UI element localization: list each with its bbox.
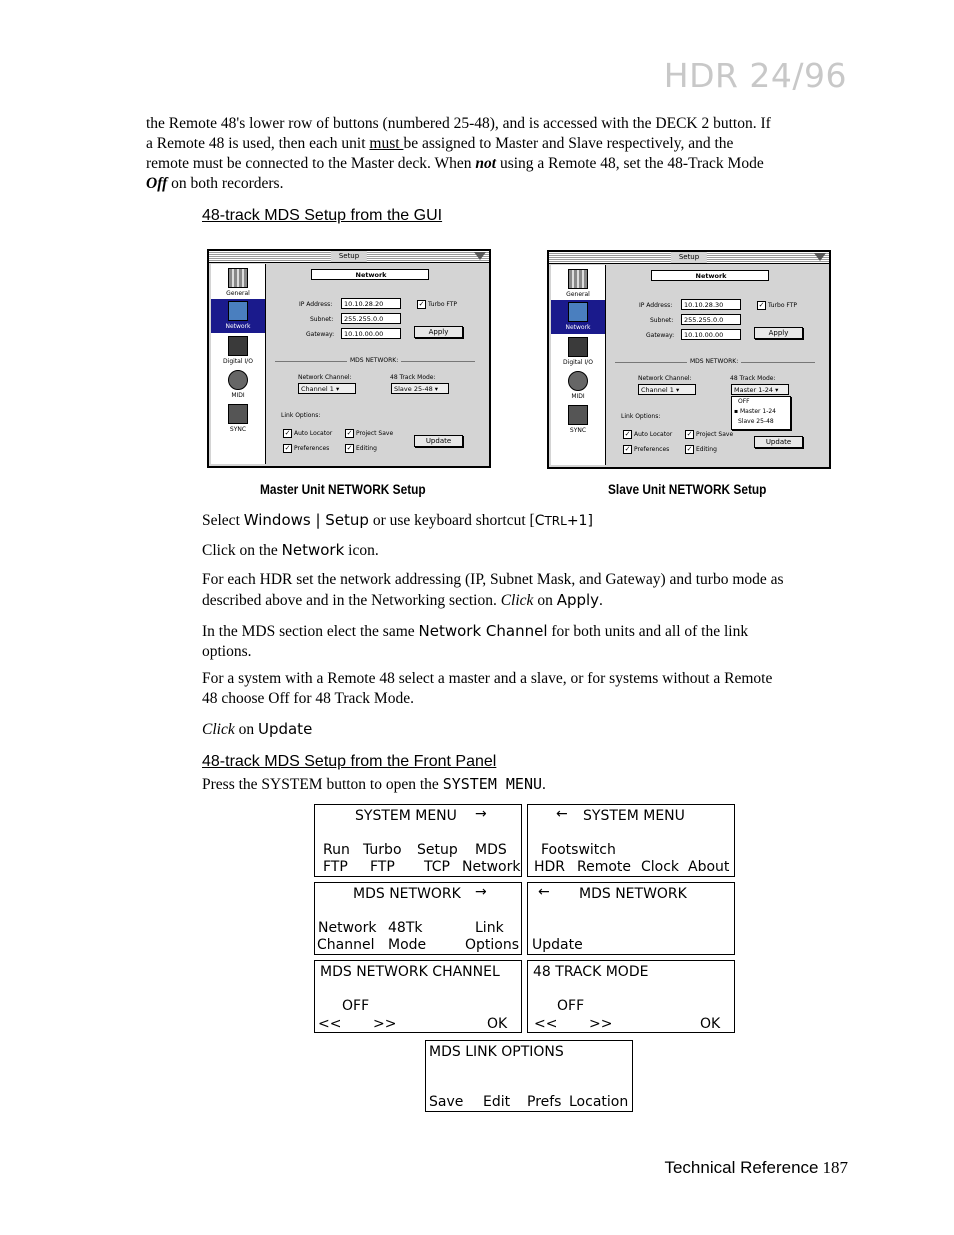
step-emphasis: Click — [202, 721, 235, 738]
apply-button[interactable]: Apply — [754, 327, 803, 339]
sidebar-label: Digital I/O — [563, 359, 593, 366]
step-text: Click on the — [202, 542, 282, 559]
lcd-value: OFF — [342, 998, 370, 1014]
right-arrow-icon: → — [475, 884, 487, 900]
auto-locator-label: Auto Locator — [634, 431, 673, 438]
lcd-48-track-mode — [527, 960, 735, 1033]
lcd-item: Link — [475, 920, 504, 936]
sidebar-item-network[interactable] — [211, 299, 265, 333]
turbo-ftp-label: Turbo FTP — [768, 302, 798, 309]
menu-option-label: Master 1-24 — [739, 408, 776, 415]
menu-option-master[interactable]: ▪ Master 1-24 — [734, 408, 776, 415]
network-section-label: Network — [311, 269, 429, 280]
window-title-bar — [209, 251, 489, 263]
intro-emphasis: not — [475, 155, 497, 172]
setup-sidebar — [211, 264, 266, 464]
slave-setup-window — [547, 250, 831, 469]
lcd-item: Channel — [317, 937, 375, 953]
sidebar-label: Digital I/O — [223, 358, 253, 365]
gateway-field[interactable]: 10.10.00.00 — [681, 329, 741, 340]
lcd-item: About — [688, 859, 730, 875]
sidebar-item-general[interactable] — [211, 266, 265, 300]
track-mode-select[interactable]: Slave 25-48 ▾ — [391, 383, 449, 394]
step-click-update — [202, 719, 852, 740]
lcd-item: Network — [462, 859, 521, 875]
mds-network-label: MDS NETWORK: — [687, 358, 741, 365]
link-options-label: Link Options: — [281, 412, 321, 419]
sidebar-item-midi[interactable] — [211, 368, 265, 402]
sidebar-label: MIDI — [231, 392, 245, 399]
lcd-title: 48 TRACK MODE — [533, 964, 649, 980]
ui-term: SYSTEM MENU — [442, 775, 543, 793]
lcd-title: SYSTEM MENU — [583, 808, 685, 824]
product-header: HDR 24/96 — [663, 56, 847, 95]
lcd-item: FTP — [370, 859, 395, 875]
step-text: icon. — [344, 542, 379, 559]
editing-checkbox[interactable]: ✓ — [686, 445, 693, 453]
editing-checkbox[interactable]: ✓ — [346, 444, 353, 452]
lcd-item: Network — [318, 920, 377, 936]
ui-term: Apply — [556, 591, 600, 609]
gateway-label: Gateway: — [646, 332, 675, 339]
sidebar-item-sync[interactable] — [551, 403, 605, 437]
step-set-addressing — [202, 570, 852, 611]
right-arrow-icon: → — [475, 806, 487, 822]
sync-icon — [228, 404, 248, 424]
ip-label: IP Address: — [639, 302, 673, 309]
step-text: on — [234, 721, 258, 738]
lcd-title: MDS NETWORK — [579, 886, 687, 902]
step-text: Select — [202, 512, 244, 529]
lcd-item: Save — [429, 1094, 464, 1110]
preferences-label: Preferences — [294, 445, 330, 452]
auto-locator-checkbox[interactable]: ✓ — [284, 429, 291, 437]
project-save-label: Project Save — [696, 431, 734, 438]
lcd-item: Footswitch — [541, 842, 616, 858]
collapse-icon — [474, 252, 486, 260]
project-save-label: Project Save — [356, 430, 394, 437]
lcd-item: MDS — [475, 842, 507, 858]
turbo-ftp-checkbox[interactable]: ✓ — [418, 300, 425, 308]
sidebar-item-digital-io[interactable] — [211, 334, 265, 368]
intro-text: be assigned to Master and Slave respectively, and the — [403, 135, 734, 152]
lcd-nav-ok: OK — [487, 1016, 508, 1032]
digital-io-icon — [228, 336, 248, 356]
step-line — [202, 621, 852, 642]
lcd-item: FTP — [323, 859, 348, 875]
lcd-item: Setup — [417, 842, 458, 858]
lcd-title: MDS NETWORK CHANNEL — [320, 964, 500, 980]
lcd-mds-network-2 — [527, 882, 735, 955]
preferences-checkbox[interactable]: ✓ — [284, 444, 291, 452]
ui-term: Update — [257, 720, 313, 738]
menu-path: Windows | Setup — [243, 511, 369, 529]
lcd-item: Mode — [388, 937, 427, 953]
left-arrow-icon: ← — [556, 806, 568, 822]
press-system-text — [202, 774, 852, 795]
intro-emphasis: Off — [146, 175, 168, 192]
lcd-item: Update — [532, 937, 583, 953]
step-text: described above and in the Networking section. — [202, 592, 501, 609]
lcd-item: Location — [569, 1094, 629, 1110]
intro-line-1: the Remote 48's lower row of buttons (numbered 25-48), and is accessed with the DECK 2 button. If — [146, 115, 771, 132]
lcd-item: HDR — [534, 859, 566, 875]
track-mode-value: Slave 25-48 — [394, 385, 433, 393]
general-icon — [568, 269, 588, 289]
editing-label: Editing — [356, 445, 377, 452]
midi-icon — [228, 370, 248, 390]
window-title: Setup — [331, 251, 367, 262]
lcd-mds-network-1 — [314, 882, 522, 955]
subnet-label: Subnet: — [650, 317, 674, 324]
network-channel-select[interactable]: Channel 1 ▾ — [638, 384, 696, 395]
lcd-title: MDS NETWORK — [353, 886, 461, 902]
step-text: for both units and all of the link — [547, 623, 749, 640]
menu-option-off[interactable]: OFF — [738, 398, 750, 405]
sidebar-label: General — [566, 291, 590, 298]
midi-icon — [568, 371, 588, 391]
preferences-label: Preferences — [634, 446, 670, 453]
step-text: Press the SYSTEM button to open the — [202, 776, 443, 793]
sync-icon — [568, 405, 588, 425]
gateway-field[interactable]: 10.10.00.00 — [341, 328, 401, 339]
mds-network-label: MDS NETWORK: — [347, 357, 401, 364]
slave-caption: Slave Unit NETWORK Setup — [608, 482, 767, 497]
section-heading-gui: 48-track MDS Setup from the GUI — [202, 207, 443, 224]
network-channel-value: Channel 1 — [301, 385, 334, 393]
gateway-label: Gateway: — [306, 331, 335, 338]
intro-line-2 — [146, 134, 851, 154]
preferences-checkbox[interactable]: ✓ — [624, 445, 631, 453]
step-text: on — [533, 592, 557, 609]
lcd-item: Options — [465, 937, 520, 953]
step-text: . — [542, 776, 546, 793]
turbo-ftp-checkbox[interactable]: ✓ — [758, 301, 765, 309]
track-mode-label: 48 Track Mode: — [730, 375, 776, 382]
step-text: For each HDR set the network addressing (IP, Subnet Mask, and Gateway) and turbo mode as — [202, 571, 784, 588]
lcd-value: OFF — [557, 998, 585, 1014]
turbo-ftp-label: Turbo FTP — [428, 301, 458, 308]
intro-text: a Remote 48 is used, then each unit — [146, 135, 370, 152]
sidebar-item-midi[interactable] — [551, 369, 605, 403]
network-icon — [228, 301, 248, 321]
lcd-mds-network-channel — [314, 960, 522, 1033]
lcd-item: 48Tk — [388, 920, 423, 936]
project-save-checkbox[interactable]: ✓ — [346, 429, 353, 437]
lcd-nav-next: >> — [589, 1016, 613, 1032]
shortcut-key: +1] — [566, 513, 593, 529]
step-emphasis: Click — [500, 592, 534, 609]
step-text: . — [599, 592, 603, 609]
menu-option-slave[interactable]: Slave 25-48 — [738, 418, 774, 425]
update-button[interactable]: Update — [414, 435, 463, 447]
digital-io-icon — [568, 337, 588, 357]
intro-text: remote must be connected to the Master deck. When — [146, 155, 476, 172]
sidebar-label: General — [226, 290, 250, 297]
intro-line-3 — [146, 154, 851, 174]
lcd-item: Prefs — [527, 1094, 562, 1110]
lcd-item: Run — [323, 842, 350, 858]
intro-emphasis: must — [369, 135, 404, 152]
network-channel-select[interactable]: Channel 1 ▾ — [298, 383, 356, 394]
ui-term: Network Channel — [418, 622, 548, 640]
lcd-item: Edit — [483, 1094, 511, 1110]
network-channel-label: Network Channel: — [298, 374, 352, 381]
section-heading-front-panel: 48-track MDS Setup from the Front Panel — [202, 753, 497, 770]
step-text: or use keyboard shortcut [ — [368, 512, 535, 529]
step-line — [202, 590, 852, 611]
apply-button[interactable]: Apply — [414, 326, 463, 338]
editing-label: Editing — [696, 446, 717, 453]
step-text: For a system with a Remote 48 select a master and a slave, or for systems without a Remote — [202, 670, 773, 687]
step-text: In the MDS section elect the same — [202, 623, 419, 640]
sidebar-label: Network — [225, 323, 251, 330]
master-setup-window — [207, 249, 491, 468]
master-caption: Master Unit NETWORK Setup — [260, 482, 426, 497]
window-title-bar — [549, 252, 829, 264]
intro-text: using a Remote 48, set the 48-Track Mode — [496, 155, 764, 172]
step-master-slave — [202, 669, 852, 709]
general-icon — [228, 268, 248, 288]
ip-address-field[interactable]: 10.10.28.20 — [341, 298, 401, 309]
track-mode-value: Master 1-24 — [734, 386, 774, 394]
network-icon — [568, 302, 588, 322]
lcd-nav-prev: << — [318, 1016, 342, 1032]
lcd-nav-next: >> — [373, 1016, 397, 1032]
sidebar-item-digital-io[interactable] — [551, 335, 605, 369]
link-options-label: Link Options: — [621, 413, 661, 420]
intro-text: on both recorders. — [167, 175, 284, 192]
auto-locator-label: Auto Locator — [294, 430, 333, 437]
subnet-field[interactable]: 255.255.0.0 — [681, 314, 741, 325]
lcd-item: TCP — [424, 859, 450, 875]
network-channel-value: Channel 1 — [641, 386, 674, 394]
sidebar-label: MIDI — [571, 393, 585, 400]
lcd-mds-link-options — [425, 1040, 633, 1112]
lcd-item: Turbo — [363, 842, 402, 858]
page-footer — [664, 1158, 848, 1178]
auto-locator-checkbox[interactable]: ✓ — [624, 430, 631, 438]
project-save-checkbox[interactable]: ✓ — [686, 430, 693, 438]
lcd-system-menu-1 — [314, 804, 522, 877]
subnet-field[interactable]: 255.255.0.0 — [341, 313, 401, 324]
lcd-title: SYSTEM MENU — [355, 808, 457, 824]
network-section-label: Network — [651, 270, 769, 281]
update-button[interactable]: Update — [754, 436, 803, 448]
track-mode-select[interactable]: Master 1-24 ▾ — [731, 384, 789, 395]
lcd-title: MDS LINK OPTIONS — [429, 1044, 564, 1060]
step-select-setup — [202, 510, 852, 531]
ip-label: IP Address: — [299, 301, 333, 308]
shortcut-key: TRL — [544, 514, 567, 528]
step-click-network — [202, 540, 852, 561]
intro-line-4 — [146, 174, 851, 194]
sidebar-label: Network — [565, 324, 591, 331]
collapse-icon — [814, 253, 826, 261]
footer-section-label: Technical Reference — [664, 1158, 819, 1177]
sidebar-label: SYNC — [569, 427, 587, 434]
page-number: 187 — [822, 1158, 848, 1177]
lcd-nav-ok: OK — [700, 1016, 721, 1032]
sidebar-item-general[interactable] — [551, 267, 605, 301]
subnet-label: Subnet: — [310, 316, 334, 323]
step-text: options. — [202, 643, 252, 660]
setup-sidebar — [551, 265, 606, 465]
lcd-nav-prev: << — [534, 1016, 558, 1032]
sidebar-label: SYNC — [229, 426, 247, 433]
left-arrow-icon: ← — [538, 884, 550, 900]
window-title: Setup — [671, 252, 707, 263]
sidebar-item-network[interactable] — [551, 300, 605, 334]
track-mode-dropdown-menu — [731, 396, 791, 430]
network-channel-label: Network Channel: — [638, 375, 692, 382]
shortcut-key: C — [534, 513, 545, 529]
lcd-system-menu-2 — [527, 804, 735, 877]
sidebar-item-sync[interactable] — [211, 402, 265, 436]
lcd-item: Remote — [577, 859, 632, 875]
lcd-item: Clock — [641, 859, 680, 875]
step-mds-channel — [202, 621, 852, 662]
intro-paragraph — [146, 114, 851, 194]
ui-term: Network — [281, 541, 345, 559]
track-mode-label: 48 Track Mode: — [390, 374, 436, 381]
ip-address-field[interactable]: 10.10.28.30 — [681, 299, 741, 310]
step-text: 48 choose Off for 48 Track Mode. — [202, 690, 414, 707]
